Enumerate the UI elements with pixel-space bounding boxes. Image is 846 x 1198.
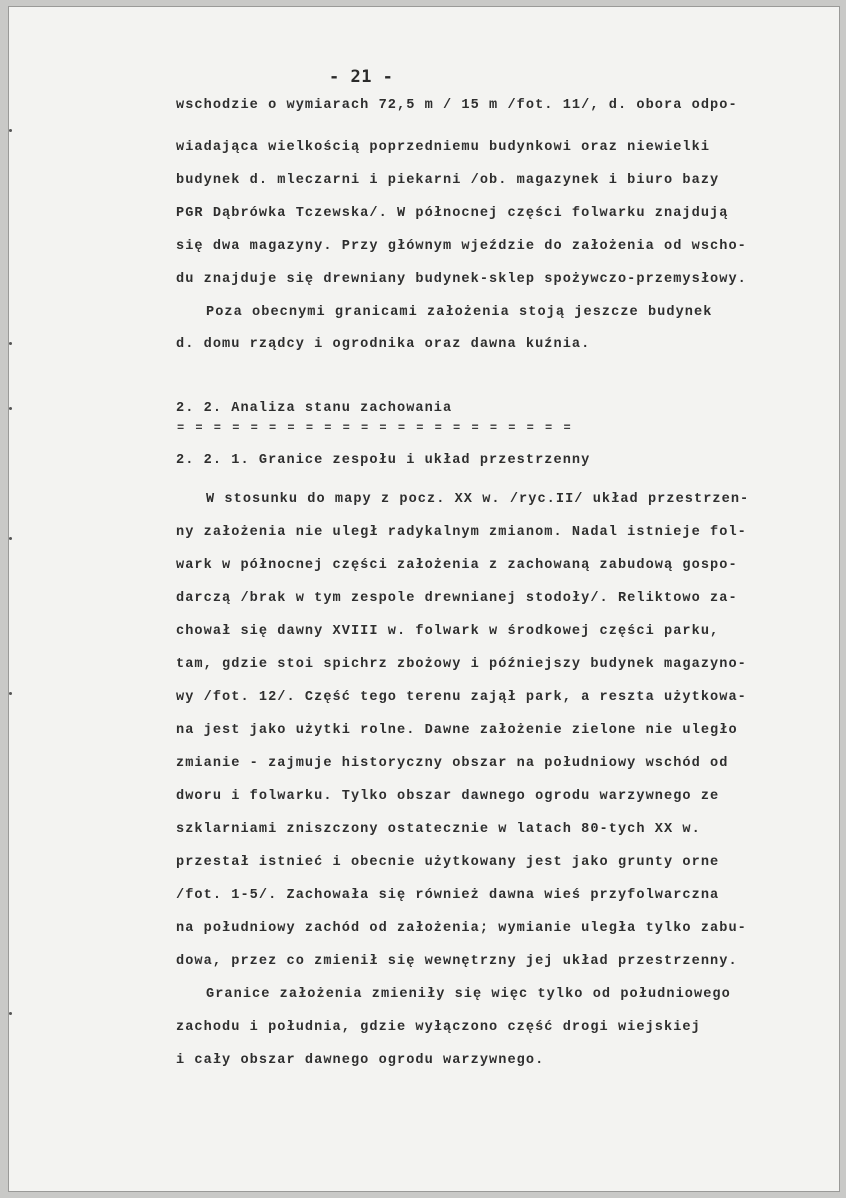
text-line: dworu i folwarku. Tylko obszar dawnego ogrodu warzywnego ze xyxy=(176,789,720,804)
text-line: dowa, przez co zmienił się wewnętrzny jej układ przestrzenny. xyxy=(176,954,738,969)
text-line: du znajduje się drewniany budynek-sklep spożywczo-przemysłowy. xyxy=(176,272,747,287)
text-line: wy /fot. 12/. Część tego terenu zajął park, a reszta użytkowa- xyxy=(176,690,747,705)
text-line: zmianie - zajmuje historyczny obszar na południowy wschód od xyxy=(176,756,729,771)
text-line: PGR Dąbrówka Tczewska/. W północnej części folwarku znajdują xyxy=(176,206,729,221)
text-line: wiadająca wielkością poprzedniemu budynkowi oraz niewielki xyxy=(176,140,711,155)
margin-mark xyxy=(9,342,12,345)
text-line: wschodzie o wymiarach 72,5 m / 15 m /fot. 11/, d. obora odpo- xyxy=(176,98,738,113)
margin-mark xyxy=(9,407,12,410)
section-heading-underline: = = = = = = = = = = = = = = = = = = = = = = xyxy=(177,421,573,435)
text-line: szklarniami zniszczony ostatecznie w latach 80-tych XX w. xyxy=(176,822,701,837)
text-line: darczą /brak w tym zespole drewnianej stodoły/. Reliktowo za- xyxy=(176,591,738,606)
text-line: Poza obecnymi granicami założenia stoją jeszcze budynek xyxy=(206,305,713,320)
text-line: wark w północnej części założenia z zachowaną zabudową gospo- xyxy=(176,558,738,573)
text-line: zachodu i południa, gdzie wyłączono część drogi wiejskiej xyxy=(176,1020,701,1035)
text-line: Granice założenia zmieniły się więc tylko od południowego xyxy=(206,987,731,1002)
document-page xyxy=(8,6,840,1192)
text-line: i cały obszar dawnego ogrodu warzywnego. xyxy=(176,1053,545,1068)
text-line: się dwa magazyny. Przy głównym wjeździe do założenia od wscho- xyxy=(176,239,747,254)
text-line: W stosunku do mapy z pocz. XX w. /ryc.II/ układ przestrzen- xyxy=(206,492,750,507)
text-line: chował się dawny XVIII w. folwark w środkowej części parku, xyxy=(176,624,720,639)
section-heading: 2. 2. Analiza stanu zachowania xyxy=(176,401,453,416)
text-line: na południowy zachód od założenia; wymianie uległa tylko zabu- xyxy=(176,921,747,936)
text-line: /fot. 1-5/. Zachowała się również dawna wieś przyfolwarczna xyxy=(176,888,720,903)
subsection-heading: 2. 2. 1. Granice zespołu i układ przestrzenny xyxy=(176,453,591,468)
page-number: - 21 - xyxy=(329,67,394,87)
margin-mark xyxy=(9,129,12,132)
text-line: tam, gdzie stoi spichrz zbożowy i późniejszy budynek magazyno- xyxy=(176,657,747,672)
margin-mark xyxy=(9,692,12,695)
text-line: na jest jako użytki rolne. Dawne założenie zielone nie uległo xyxy=(176,723,738,738)
margin-mark xyxy=(9,1012,12,1015)
text-line: przestał istnieć i obecnie użytkowany jest jako grunty orne xyxy=(176,855,720,870)
margin-mark xyxy=(9,537,12,540)
text-line: budynek d. mleczarni i piekarni /ob. magazynek i biuro bazy xyxy=(176,173,720,188)
text-line: ny założenia nie uległ radykalnym zmianom. Nadal istnieje fol- xyxy=(176,525,747,540)
text-line: d. domu rządcy i ogrodnika oraz dawna kuźnia. xyxy=(176,337,591,352)
